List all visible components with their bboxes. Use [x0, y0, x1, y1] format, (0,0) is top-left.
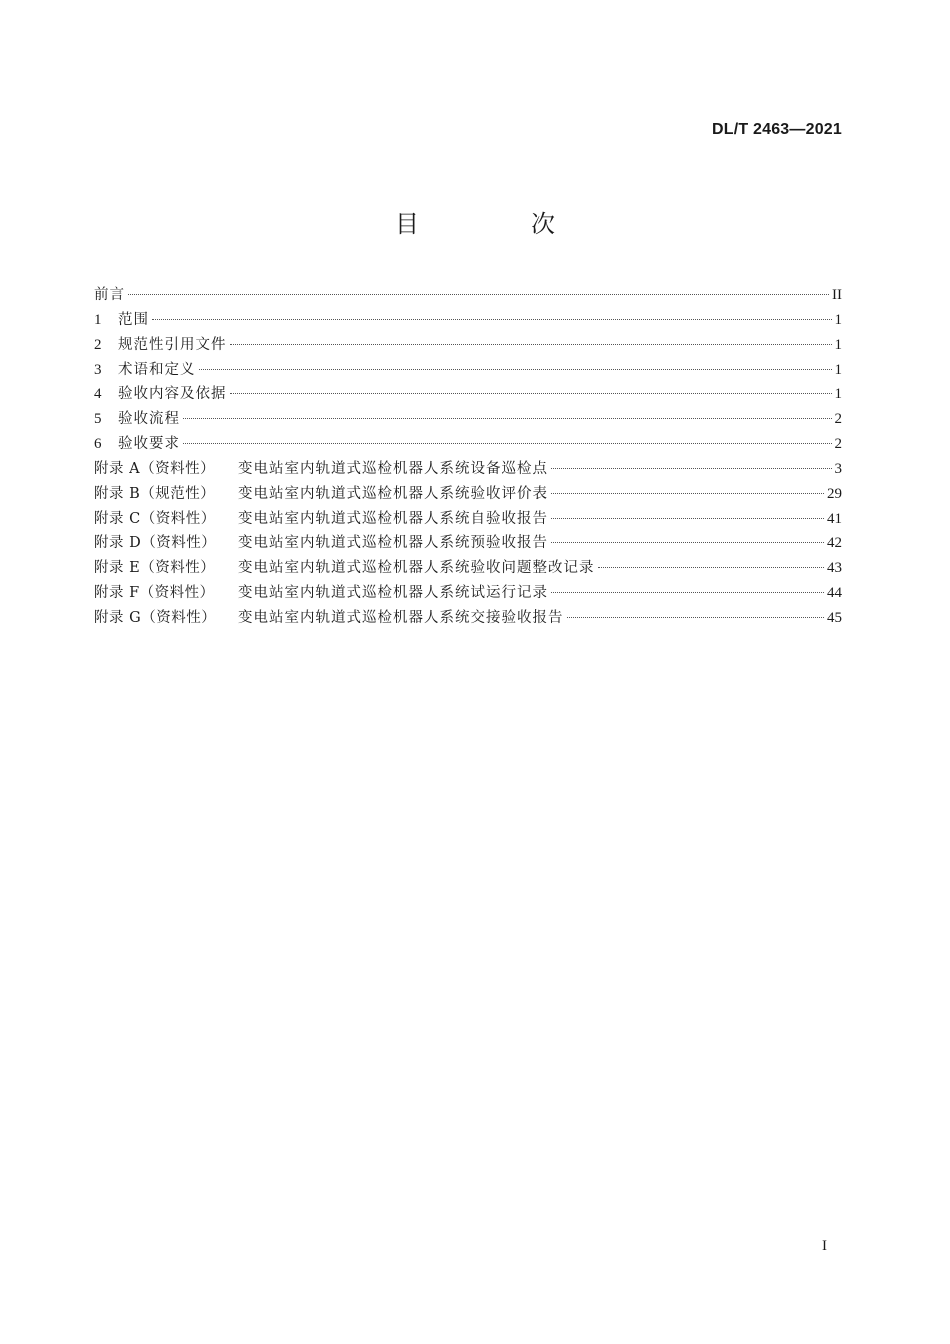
toc-leader-dots	[567, 617, 825, 618]
toc-appendix-label: 附录 C（资料性）	[94, 510, 216, 527]
toc-leader-dots	[230, 393, 832, 394]
toc-entry[interactable]	[94, 531, 842, 556]
toc-entry-title: 变电站室内轨道式巡检机器人系统试运行记录	[238, 585, 548, 602]
toc-page-number: 2	[834, 411, 842, 428]
toc-appendix-label: 附录 E（资料性）	[94, 560, 216, 577]
toc-appendix-label: 附录 D（资料性）	[94, 535, 217, 552]
toc-leader-dots	[551, 592, 824, 593]
toc-entry-title: 验收要求	[118, 436, 180, 453]
toc-entry[interactable]	[94, 457, 842, 482]
toc-entry-title: 变电站室内轨道式巡检机器人系统验收评价表	[238, 485, 548, 502]
toc-entry[interactable]	[94, 283, 842, 308]
toc-page-number: 41	[827, 510, 842, 527]
toc-entry[interactable]	[94, 358, 842, 383]
toc-leader-dots	[551, 518, 824, 519]
table-of-contents	[94, 283, 842, 631]
toc-entry[interactable]	[94, 308, 842, 333]
toc-entry-title: 验收流程	[118, 411, 180, 428]
toc-page-number: 1	[834, 386, 842, 403]
toc-page-number: 42	[827, 535, 842, 552]
toc-entry[interactable]	[94, 432, 842, 457]
toc-page-number: 3	[834, 460, 842, 477]
toc-leader-dots	[183, 443, 832, 444]
toc-entry-title: 变电站室内轨道式巡检机器人系统设备巡检点	[238, 460, 548, 477]
toc-entry[interactable]	[94, 556, 842, 581]
toc-page-number: 1	[834, 336, 842, 353]
toc-page-number: 1	[834, 361, 842, 378]
toc-leader-dots	[128, 294, 829, 295]
toc-section-number: 5	[94, 411, 102, 428]
toc-entry-title: 变电站室内轨道式巡检机器人系统自验收报告	[238, 510, 548, 527]
toc-entry[interactable]	[94, 482, 842, 507]
toc-entry[interactable]	[94, 507, 842, 532]
toc-leader-dots	[183, 418, 832, 419]
toc-page-number: 29	[827, 485, 842, 502]
toc-appendix-label: 附录 F（资料性）	[94, 585, 215, 602]
toc-entry[interactable]	[94, 382, 842, 407]
toc-entry-title: 规范性引用文件	[118, 336, 227, 353]
toc-entry-title: 前言	[94, 287, 125, 303]
toc-section-number: 1	[94, 311, 102, 328]
toc-page-number: II	[832, 287, 842, 303]
toc-entry-title: 术语和定义	[118, 361, 196, 378]
toc-leader-dots	[551, 542, 824, 543]
standard-code: DL/T 2463—2021	[712, 121, 842, 138]
toc-section-number: 4	[94, 386, 102, 403]
page-title: 目 次	[395, 210, 599, 238]
toc-appendix-label: 附录 G（资料性）	[94, 609, 217, 626]
toc-entry-title: 验收内容及依据	[118, 386, 227, 403]
page-number: I	[822, 1238, 827, 1254]
toc-page-number: 45	[827, 609, 842, 626]
toc-entry[interactable]	[94, 581, 842, 606]
toc-leader-dots	[152, 319, 832, 320]
toc-section-number: 2	[94, 336, 102, 353]
toc-entry[interactable]	[94, 333, 842, 358]
toc-entry[interactable]	[94, 606, 842, 631]
toc-section-number: 3	[94, 361, 102, 378]
toc-entry-title: 变电站室内轨道式巡检机器人系统验收问题整改记录	[238, 560, 595, 577]
toc-entry-title: 范围	[118, 311, 149, 328]
toc-page-number: 44	[827, 585, 842, 602]
toc-appendix-label: 附录 B（规范性）	[94, 485, 216, 502]
toc-leader-dots	[230, 344, 832, 345]
toc-leader-dots	[551, 493, 824, 494]
toc-entry[interactable]	[94, 407, 842, 432]
toc-leader-dots	[199, 369, 832, 370]
toc-leader-dots	[598, 567, 825, 568]
toc-section-number: 6	[94, 436, 102, 453]
toc-page-number: 2	[834, 436, 842, 453]
toc-entry-title: 变电站室内轨道式巡检机器人系统预验收报告	[238, 535, 548, 552]
toc-entry-title: 变电站室内轨道式巡检机器人系统交接验收报告	[238, 609, 564, 626]
toc-page-number: 43	[827, 560, 842, 577]
toc-page-number: 1	[834, 311, 842, 328]
toc-leader-dots	[551, 468, 832, 469]
toc-appendix-label: 附录 A（资料性）	[94, 460, 216, 477]
